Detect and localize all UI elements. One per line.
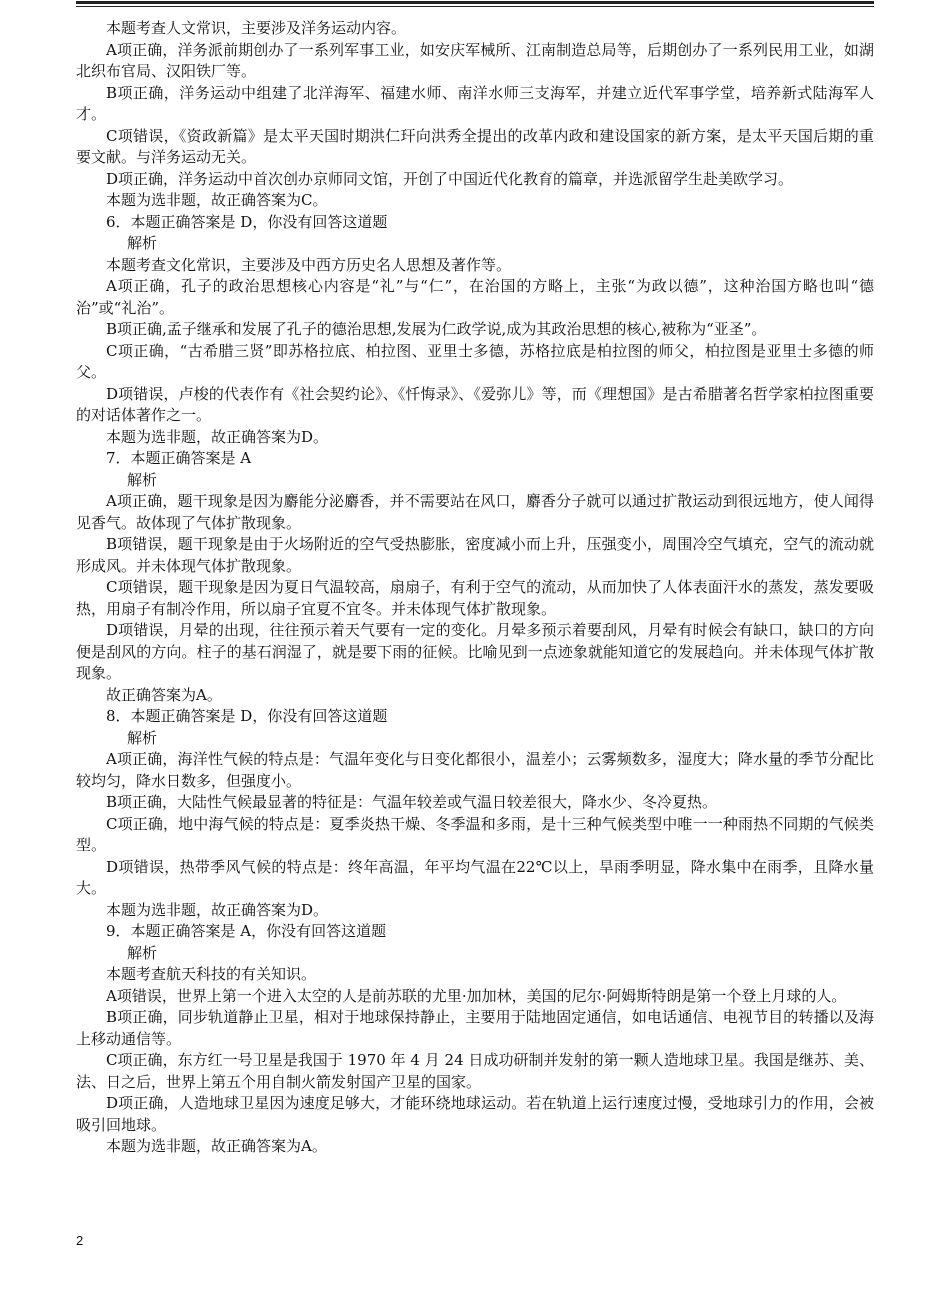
explanation-paragraph: 本题考查航天科技的有关知识。: [106, 965, 317, 983]
explanation-paragraph: B项正确,孟子继承和发展了孔子的德治思想,发展为仁政学说,成为其政治思想的核心,被称为“亚圣”。: [106, 320, 767, 338]
answer-explanations: [76, 18, 874, 1158]
analysis-label: 解析: [127, 470, 158, 489]
header-rule-thin: [76, 6, 874, 7]
explanation-paragraph: D项正确，洋务运动中首次创办京师同文馆，开创了中国近代化教育的篇章，并选派留学生赴美欧学习。: [106, 169, 794, 188]
question-answer-line: 6．本题正确答案是 D，你没有回答这道题: [106, 212, 388, 231]
question-answer-line: 7．本题正确答案是 A: [106, 449, 252, 467]
analysis-label: 解析: [127, 943, 158, 962]
explanation-paragraph: A项正确，孔子的政治思想核心内容是“礼”与“仁”，在治国的方略上，主张“为政以德”，这种治国方略也叫“德治”或“礼治”。: [76, 277, 874, 317]
explanation-paragraph: 本题为选非题，故正确答案为C。: [106, 191, 328, 209]
explanation-paragraph: D项错误，月晕的出现，往往预示着天气要有一定的变化。月晕多预示着要刮风，月晕有时候会有缺口，缺口的方向便是刮风的方向。柱子的基石润湿了，就是要下雨的征候。比喻见到一点迹象就能知道它的发展趋向。并未体现气体扩散现象。: [76, 621, 874, 682]
explanation-paragraph: 本题考查文化常识，主要涉及中西方历史名人思想及著作等。: [106, 255, 512, 274]
explanation-paragraph: D项错误，热带季风气候的特点是：终年高温，年平均气温在22℃以上，旱雨季明显，降水集中在雨季，且降水量大。: [76, 857, 874, 897]
explanation-paragraph: C项正确，东方红一号卫星是我国于 1970 年 4 月 24 日成功研制并发射的第一颗人造地球卫星。我国是继苏、美、法、日之后，世界上第五个用自制火箭发射国产卫星的国家。: [76, 1051, 874, 1091]
explanation-paragraph: C项错误，《资政新篇》是太平天国时期洪仁玕向洪秀全提出的改革内政和建设国家的新方案，是太平天国后期的重要文献。与洋务运动无关。: [76, 126, 874, 166]
explanation-paragraph: A项正确，题干现象是因为麝能分泌麝香，并不需要站在风口，麝香分子就可以通过扩散运动到很远地方，使人闻得见香气。故体现了气体扩散现象。: [76, 492, 874, 532]
explanation-paragraph: 本题为选非题，故正确答案为D。: [106, 427, 329, 446]
explanation-paragraph: 故正确答案为A。: [106, 685, 222, 704]
analysis-label: 解析: [127, 234, 158, 252]
explanation-paragraph: 本题考查人文常识，主要涉及洋务运动内容。: [106, 19, 407, 37]
explanation-paragraph: D项正确，人造地球卫星因为速度足够大，才能环绕地球运动。若在轨道上运行速度过慢，受地球引力的作用，会被吸引回地球。: [76, 1094, 874, 1134]
explanation-paragraph: A项正确，洋务派前期创办了一系列军事工业，如安庆军械所、江南制造总局等，后期创办了一系列民用工业，如湖北织布官局、汉阳铁厂等。: [76, 40, 874, 80]
question-answer-line: 8．本题正确答案是 D，你没有回答这道题: [106, 707, 388, 725]
explanation-paragraph: A项错误，世界上第一个进入太空的人是前苏联的尤里·加加林，美国的尼尔·阿姆斯特朗是第一个登上月球的人。: [106, 986, 847, 1005]
explanation-paragraph: C项错误，题干现象是因为夏日气温较高，扇扇子，有利于空气的流动，从而加快了人体表面汗水的蒸发，蒸发要吸热，用扇子有制冷作用，所以扇子宜夏不宜冬。并未体现气体扩散现象。: [76, 578, 874, 618]
explanation-paragraph: A项正确，海洋性气候的特点是：气温年变化与日变化都很小，温差小；云雾频数多，湿度大；降水量的季节分配比较均匀，降水日数多，但强度小。: [76, 750, 874, 790]
explanation-paragraph: B项正确，洋务运动中组建了北洋海军、福建水师、南洋水师三支海军，并建立近代军事学堂，培养新式陆海军人才。: [76, 83, 874, 123]
explanation-paragraph: D项错误，卢梭的代表作有《社会契约论》、《忏悔录》、《爱弥儿》等，而《理想国》是古希腊著名哲学家柏拉图重要的对话体著作之一。: [76, 384, 874, 424]
page-number: 2: [76, 1233, 84, 1248]
explanation-paragraph: C项正确，“古希腊三贤”即苏格拉底、柏拉图、亚里士多德，苏格拉底是柏拉图的师父，柏拉图是亚里士多德的师父。: [76, 341, 874, 381]
explanation-paragraph: B项错误，题干现象是由于火场附近的空气受热膨胀，密度减小而上升，压强变小，周围冷空气填充，空气的流动就形成风。并未体现气体扩散现象。: [76, 535, 874, 575]
explanation-paragraph: B项正确，大陆性气候最显著的特征是：气温年较差或气温日较差很大，降水少、冬冷夏热。: [106, 793, 718, 811]
explanation-paragraph: 本题为选非题，故正确答案为A。: [106, 1137, 327, 1155]
explanation-paragraph: 本题为选非题，故正确答案为D。: [106, 900, 329, 919]
header-rule-thick: [76, 1, 874, 4]
analysis-label: 解析: [127, 728, 158, 747]
explanation-paragraph: B项正确，同步轨道静止卫星，相对于地球保持静止，主要用于陆地固定通信，如电话通信、电视节目的转播以及海上移动通信等。: [76, 1008, 874, 1048]
question-answer-line: 9．本题正确答案是 A，你没有回答这道题: [106, 922, 387, 940]
explanation-paragraph: C项正确，地中海气候的特点是：夏季炎热干燥、冬季温和多雨，是十三种气候类型中唯一一种雨热不同期的气候类型。: [76, 814, 874, 854]
